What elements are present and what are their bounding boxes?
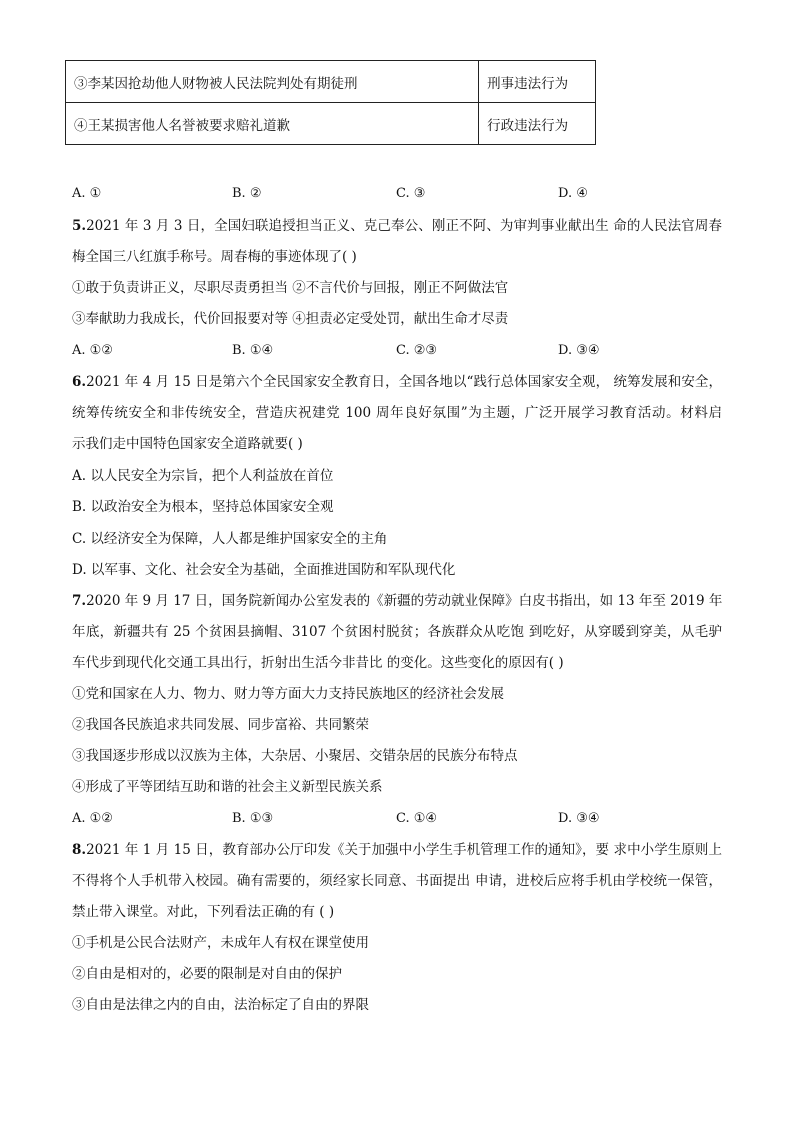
q7-statement: ③我国逐步形成以汉族为主体，大杂居、小聚居、交错杂居的民族分布特点 [72,748,518,764]
q5-stem-line-1: 5.2021 年 3 月 3 日，全国妇联追授担当正义、克己奉公、刚正不阿、为审判事业献出生 命的人民法官周春 [72,218,722,234]
q7-statement: ②我国各民族追求共同发展、同步富裕、共同繁荣 [72,717,369,733]
q6-choice-d: D. 以军事、文化、社会安全为基础，全面推进国防和军队现代化 [72,562,456,578]
option-a: A. ① [72,186,102,201]
cases-table [65,60,596,145]
table-cell-type: 行政违法行为 [479,103,596,145]
q5-statement: ③奉献助力我成长，代价回报要对等 ④担责必定受处罚，献出生命才尽责 [72,311,509,327]
q5-number: 5. [72,218,87,234]
q8-stem-line-1: 8.2021 年 1 月 15 日，教育部办公厅印发《关于加强中小学生手机管理工作的通知》，要 求中小学生原则上 [72,842,722,858]
q7-number: 7. [72,593,87,609]
q6-choice-b: B. 以政治安全为根本，坚持总体国家安全观 [72,499,334,515]
option-b: B. ①③ [232,811,274,826]
q6-choice-a: A. 以人民安全为宗旨，把个人利益放在首位 [72,468,334,484]
q8-stem-line-2: 不得将个人手机带入校园。确有需要的，须经家长同意、书面提出 申请，进校后应将手机由学校统一保管， [72,873,722,889]
option-c: C. ②③ [396,343,438,358]
q7-statement: ④形成了平等团结互助和谐的社会主义新型民族关系 [72,779,383,795]
q6-choice-c: C. 以经济安全为保障，人人都是维护国家安全的主角 [72,531,388,547]
option-a: A. ①② [72,343,113,358]
q4-options [72,185,712,203]
option-b: B. ①④ [232,343,274,358]
table-cell-case: ③李某因抢劫他人财物被人民法院判处有期徒刑 [66,61,479,103]
q7-stem-line-2: 年底，新疆共有 25 个贫困县摘帽、3107 个贫困村脱贫；各族群众从吃饱 到吃好，从穿暖到穿美，从毛驴 [72,624,722,640]
q8-statement: ①手机是公民合法财产，未成年人有权在课堂使用 [72,935,369,951]
option-a: A. ①② [72,811,113,826]
q6-number: 6. [72,374,87,390]
table-cell-case: ④王某损害他人名誉被要求赔礼道歉 [66,103,479,145]
option-d: D. ③④ [558,343,600,358]
q7-stem-line-3: 车代步到现代化交通工具出行，折射出生活今非昔比 的变化。这些变化的原因有( ) [72,655,564,671]
q8-number: 8. [72,842,87,858]
q5-stem-line-2: 梅全国三八红旗手称号。周春梅的事迹体现了( ) [72,249,357,265]
q5-options [72,342,712,360]
option-b: B. ② [232,186,262,201]
option-d: D. ④ [558,186,588,201]
option-c: C. ①④ [396,811,438,826]
q6-stem-line-3: 示我们走中国特色国家安全道路就要( ) [72,436,303,452]
option-c: C. ③ [396,186,426,201]
table-row [66,103,596,145]
q6-stem-line-1: 6.2021 年 4 月 15 日是第六个全民国家安全教育日，全国各地以“践行总体国家安全观， 统筹发展和安全， [72,374,722,390]
q8-stem-line-3: 禁止带入课堂。对此，下列看法正确的有 ( ) [72,904,335,920]
q6-stem-line-2: 统筹传统安全和非传统安全，营造庆祝建党 100 周年良好氛围”为主题，广泛开展学习教育活动。材料启 [72,405,722,421]
table-row [66,61,596,103]
table-cell-type: 刑事违法行为 [479,61,596,103]
q5-statement: ①敢于负责讲正义，尽职尽责勇担当 ②不言代价与回报，刚正不阿做法官 [72,280,509,296]
q7-stem-line-1: 7.2020 年 9 月 17 日，国务院新闻办公室发表的《新疆的劳动就业保障》白皮书指出，如 13 年至 2019 年 [72,593,723,609]
option-d: D. ③④ [558,811,600,826]
q7-options [72,810,712,828]
q8-statement: ③自由是法律之内的自由，法治标定了自由的界限 [72,997,369,1013]
q8-statement: ②自由是相对的，必要的限制是对自由的保护 [72,966,342,982]
q7-statement: ①党和国家在人力、物力、财力等方面大力支持民族地区的经济社会发展 [72,686,504,702]
